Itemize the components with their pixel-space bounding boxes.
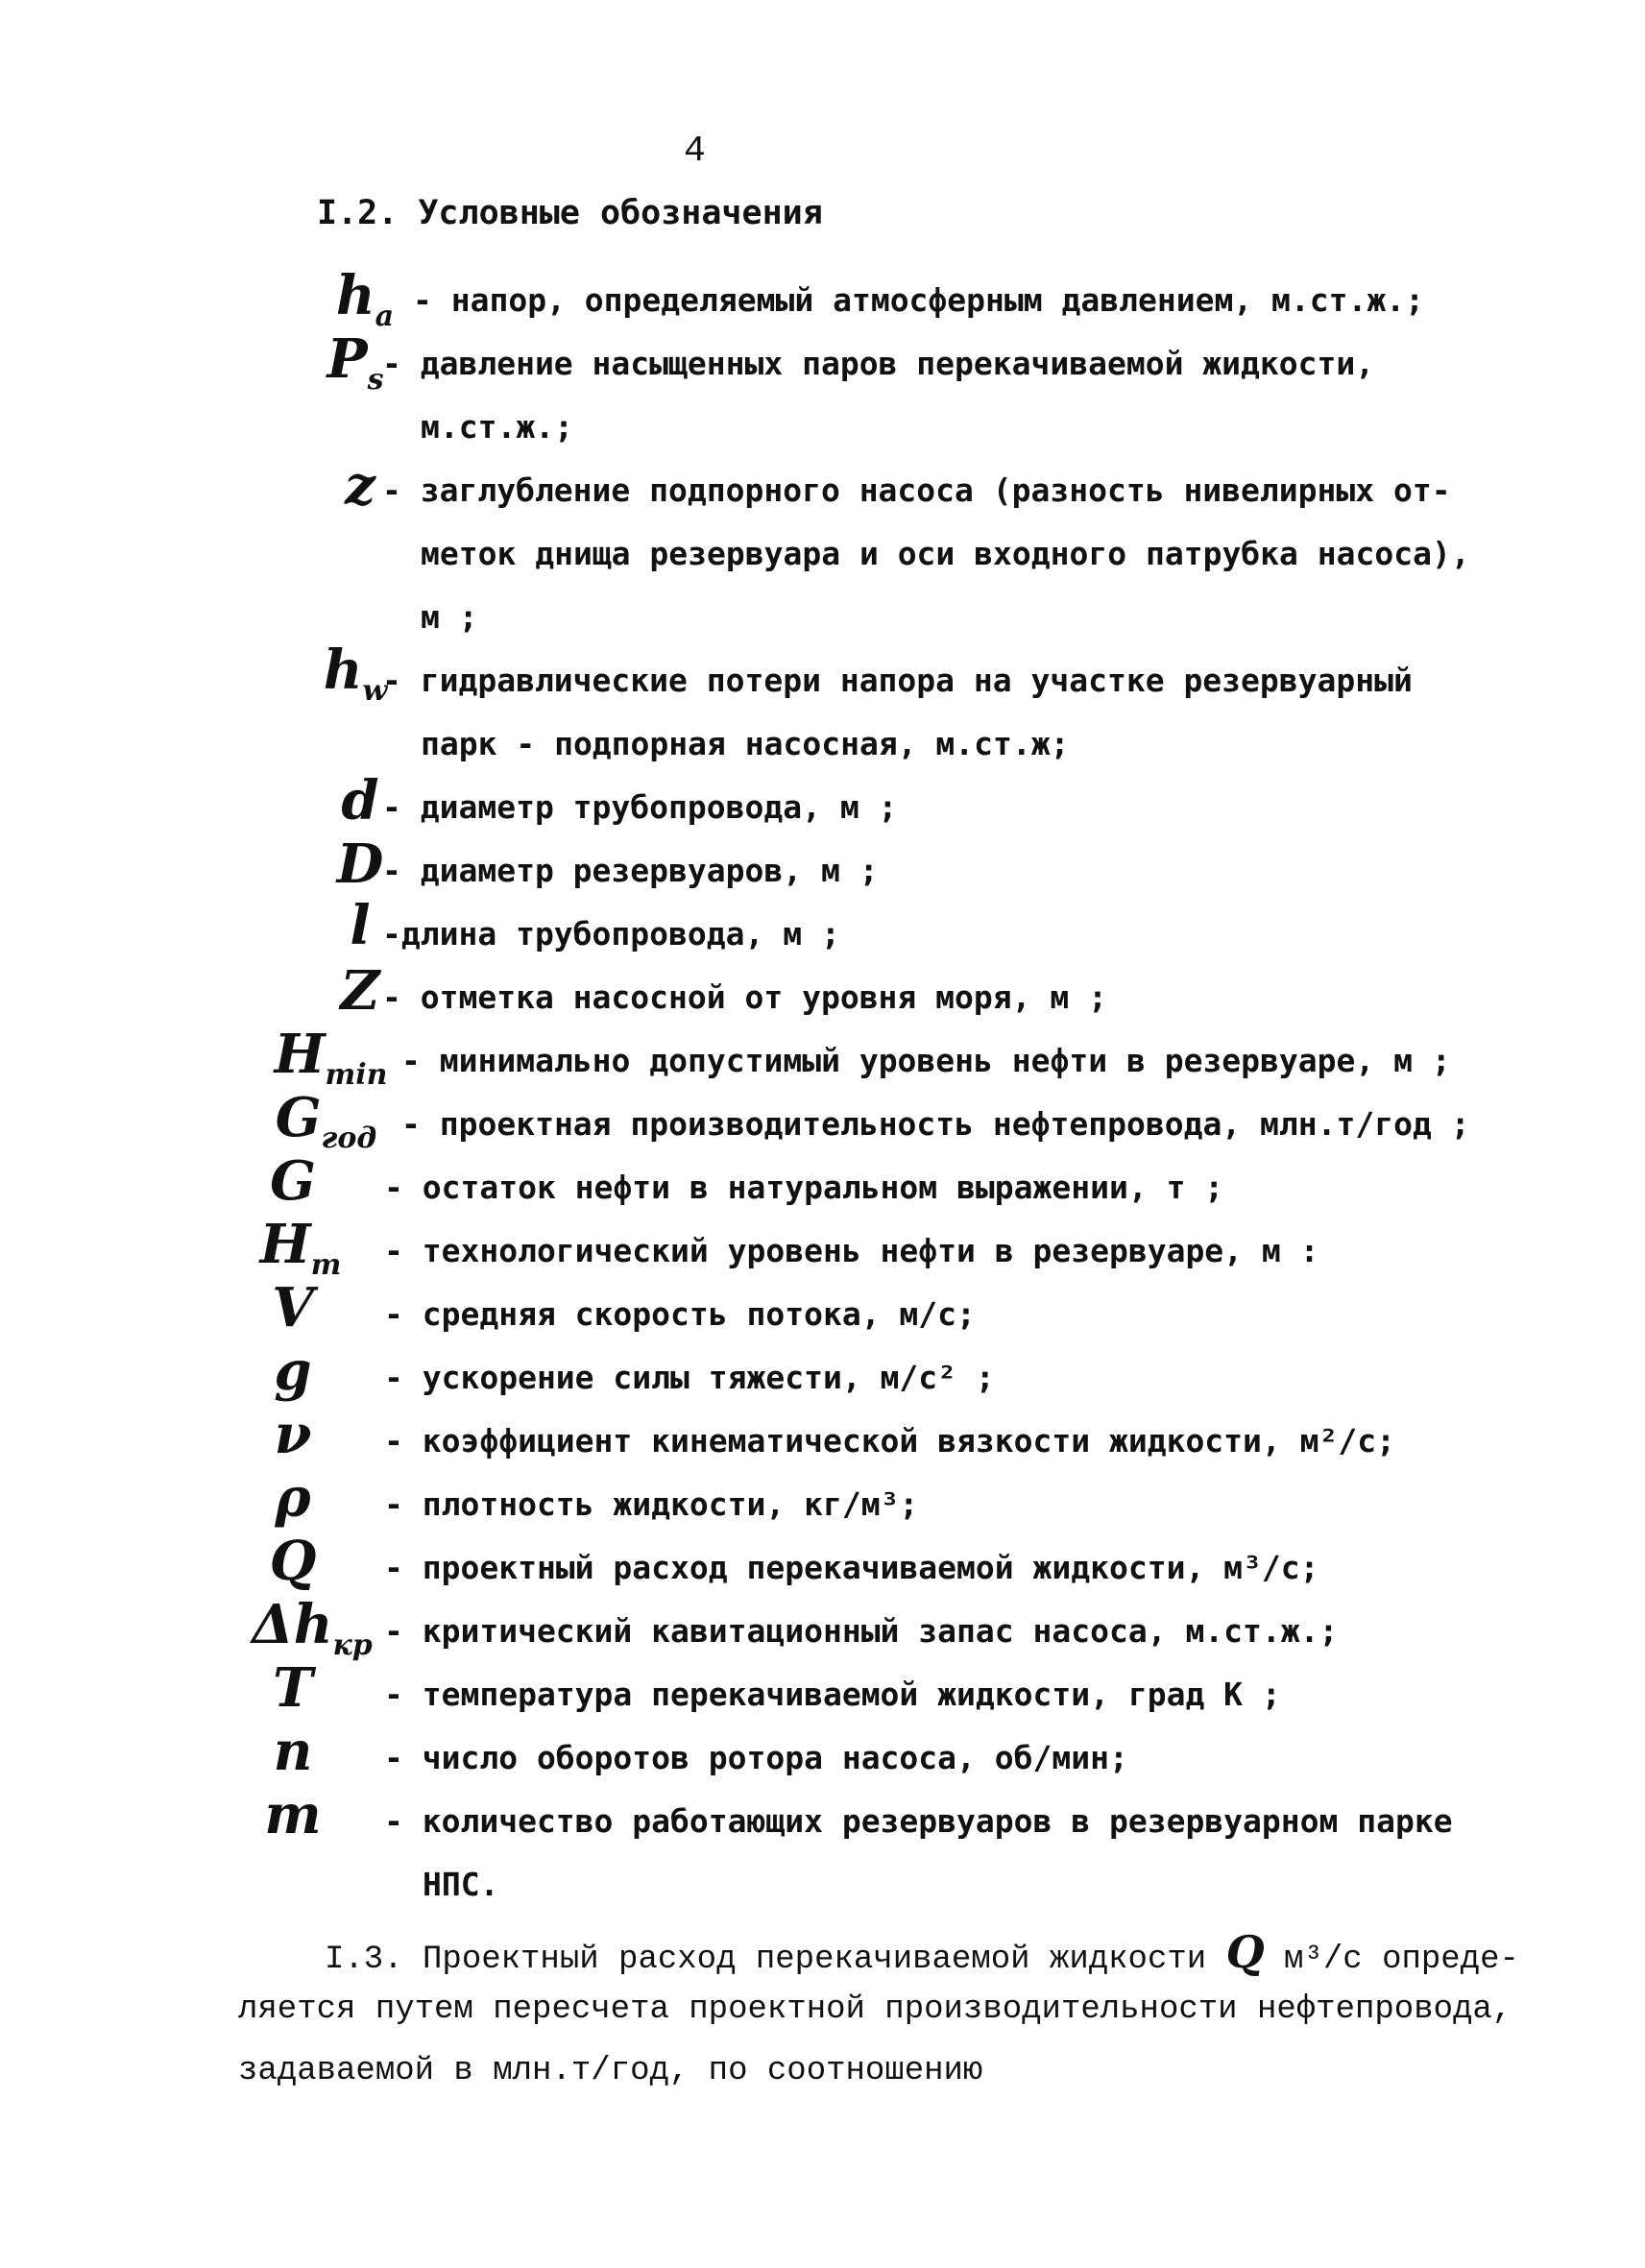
def-n: - число оборотов ротора насоса, об/мин; [384, 1739, 1128, 1776]
symbol-n: n [273, 1720, 313, 1783]
def-h-min: - минимально допустимый уровень нефти в резервуаре, м ; [401, 1042, 1451, 1079]
symbol-g-accel: g [274, 1339, 312, 1403]
symbol-z: z [345, 454, 375, 518]
symbol-m: m [264, 1783, 322, 1846]
section-1-3-prefix: I.3. Проектный расход перекачиваемой жидкости [325, 1942, 1207, 1978]
def-rho: - плотность жидкости, кг/м³; [384, 1485, 919, 1523]
def-z-line-3: м ; [421, 598, 478, 636]
symbol-rho: ρ [275, 1466, 311, 1530]
def-z-line-1: - заглубление подпорного насоса (разность нивелирных от- [382, 471, 1451, 509]
def-q: - проектный расход перекачиваемой жидкости, м³/с; [384, 1549, 1319, 1586]
symbol-nu: ν [274, 1403, 312, 1466]
def-delta-h-kr: - критический кавитационный запас насоса, м.ст.ж.; [384, 1612, 1339, 1650]
def-t: - температура перекачиваемой жидкости, град К ; [384, 1676, 1281, 1713]
def-D: - диаметр резервуаров, м ; [382, 852, 879, 889]
def-h-a-line-1: - напор, определяемый атмосферным давлением, м.ст.ж.; [413, 281, 1424, 319]
def-nu: - коэффициент кинематической вязкости жидкости, м²/с; [384, 1422, 1395, 1460]
def-g: - остаток нефти в натуральном выражении, т ; [384, 1169, 1224, 1206]
symbol-h-a: $h_a$ [335, 264, 395, 334]
section-1-3-line-3: задаваемой в млн.т/год, по соотношению [238, 2053, 983, 2089]
def-p-s-line-1: - давление насыщенных паров перекачиваемой жидкости, [382, 345, 1375, 382]
def-g-god: - проектная производительность нефтепровода, млн.т/год ; [401, 1105, 1470, 1143]
symbol-v: V [272, 1276, 314, 1339]
symbol-h-t: $H_т$ [259, 1213, 342, 1283]
def-m-line-2: НПС. [423, 1866, 499, 1903]
def-p-s-line-2: м.ст.ж.; [421, 408, 573, 446]
symbol-l: l [350, 894, 371, 957]
def-m-line-1: - количество работающих резервуаров в резервуарном парке [384, 1802, 1453, 1840]
def-l: -длина трубопровода, м ; [382, 915, 840, 953]
def-Z: - отметка насосной от уровня моря, м ; [382, 978, 1107, 1016]
section-1-3-line-2: ляется путем пересчета проектной производительности нефтепровода, [238, 1991, 1512, 2028]
def-h-w-line-1: - гидравлические потери напора на участке резервуарный [382, 662, 1413, 699]
def-h-t: - технологический уровень нефти в резервуаре, м : [384, 1232, 1319, 1269]
def-d: - диаметр трубопровода, м ; [382, 788, 898, 826]
symbol-D: D [336, 832, 384, 896]
symbol-Z: Z [340, 959, 380, 1023]
section-1-3-suffix: м³/с опреде- [1284, 1942, 1519, 1978]
page-number: 4 [684, 131, 706, 172]
symbol-q: Q [269, 1530, 317, 1593]
symbol-g: G [270, 1149, 316, 1213]
def-v: - средняя скорость потока, м/с; [384, 1295, 976, 1333]
symbol-p-s: $P_s$ [327, 327, 384, 398]
symbol-t: T [273, 1656, 313, 1720]
inline-symbol-q: Q [1225, 1926, 1265, 1978]
symbol-h-min: $H_{min}$ [274, 1023, 388, 1093]
symbol-g-god: $G_{год}$ [275, 1086, 377, 1156]
symbol-d: d [341, 769, 379, 832]
section-1-3-line-1 [325, 1926, 1519, 1978]
def-g-accel: - ускорение силы тяжести, м/с² ; [384, 1359, 995, 1396]
symbol-h-w: $h_w$ [323, 639, 388, 709]
def-z-line-2: меток днища резервуара и оси входного патрубка насоса), [421, 535, 1470, 572]
def-h-w-line-2: парк - подпорная насосная, м.ст.ж; [421, 725, 1070, 762]
symbol-delta-h-kr: $\Delta h_{кр}$ [252, 1593, 373, 1663]
section-heading: I.2. Условные обозначения [317, 194, 823, 232]
